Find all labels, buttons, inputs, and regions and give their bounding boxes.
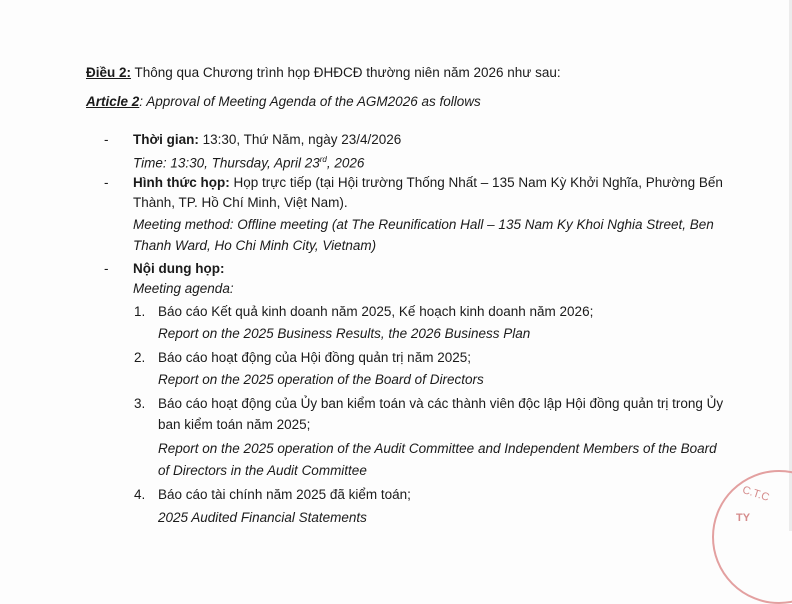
agenda-item-en: Report on the 2025 operation of the Audit Committee and Independent Members of the Board — [158, 441, 717, 456]
method-line-en-1: Meeting method: Offline meeting (at The Reunification Hall – 135 Nam Ky Khoi Nghia Street, Ben — [133, 217, 714, 232]
agenda-item-vi: ban kiểm toán năm 2025; — [158, 417, 311, 432]
method-label-vi: Hình thức họp: — [133, 175, 230, 190]
bullet-dash: - — [104, 261, 109, 276]
article-heading-en — [86, 93, 481, 111]
time-text-en: Time: 13:30, Thursday, April 23 — [133, 155, 320, 171]
seal-text: C.T.C — [740, 484, 771, 504]
article-text-vi: Thông qua Chương trình họp ĐHĐCĐ thường niên năm 2026 như sau: — [131, 65, 561, 80]
time-text-vi: 13:30, Thứ Năm, ngày 23/4/2026 — [198, 132, 402, 147]
agenda-item-en: of Directors in the Audit Committee — [158, 463, 367, 478]
article-label-en: Article 2 — [86, 94, 140, 109]
time-label-vi: Thời gian: — [133, 132, 199, 147]
agenda-num: 3. — [134, 396, 146, 411]
agenda-item-vi: Báo cáo Kết quả kinh doanh năm 2025, Kế hoạch kinh doanh năm 2026; — [158, 304, 594, 319]
agenda-item-en: Report on the 2025 Business Results, the 2026 Business Plan — [158, 326, 531, 341]
method-line-vi-1 — [133, 174, 723, 192]
agenda-num: 4. — [134, 487, 146, 502]
bullet-dash: - — [104, 132, 109, 147]
agenda-num: 2. — [134, 350, 146, 365]
content-label-vi: Nội dung họp: — [133, 261, 225, 276]
article-text-en: : Approval of Meeting Agenda of the AGM2026 as follows — [139, 94, 481, 109]
method-text-vi-1: Họp trực tiếp (tại Hội trường Thống Nhất – 135 Nam Kỳ Khởi Nghĩa, Phường Bến — [229, 175, 723, 190]
article-heading-vi — [86, 64, 561, 82]
time-sup-en: rd — [319, 155, 327, 164]
bullet-dash: - — [104, 175, 109, 190]
agenda-item-vi: Báo cáo hoạt động của Ủy ban kiểm toán và các thành viên độc lập Hội đồng quản trị trong Ủy — [158, 396, 724, 411]
time-line-vi — [133, 131, 401, 149]
agenda-item-en: Report on the 2025 operation of the Board of Directors — [158, 372, 484, 387]
company-seal — [712, 470, 792, 604]
method-line-en-2: Thanh Ward, Ho Chi Minh City, Vietnam) — [133, 238, 377, 253]
seal-text: TY — [736, 512, 751, 524]
time-line-en — [133, 151, 364, 173]
content-label-en: Meeting agenda: — [133, 281, 234, 296]
method-line-vi-2: Thành, TP. Hồ Chí Minh, Việt Nam). — [133, 195, 348, 210]
time-text-en-post: , 2026 — [326, 155, 365, 171]
agenda-item-vi: Báo cáo tài chính năm 2025 đã kiểm toán; — [158, 487, 411, 502]
agenda-item-en: 2025 Audited Financial Statements — [158, 510, 367, 525]
article-label-vi: Điều 2: — [86, 65, 132, 80]
agenda-item-vi: Báo cáo hoạt động của Hội đồng quản trị năm 2025; — [158, 350, 471, 365]
agenda-num: 1. — [134, 304, 146, 319]
